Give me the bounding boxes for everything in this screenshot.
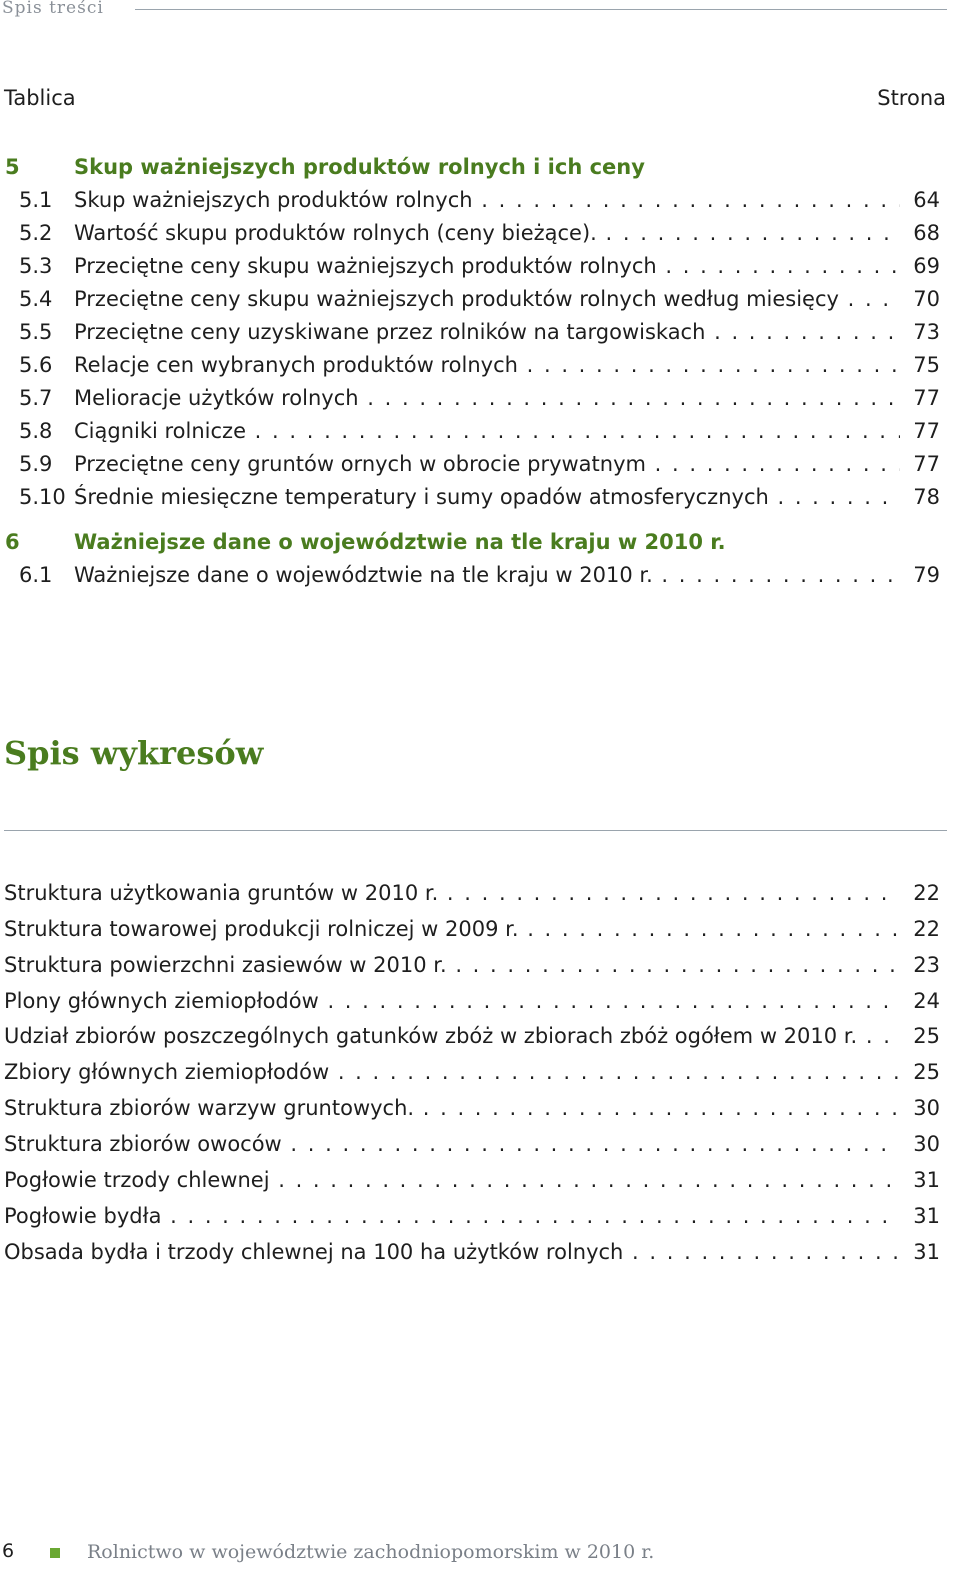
- page-header: [0, 0, 948, 20]
- entry-page: 68: [913, 221, 940, 245]
- toc-entry[interactable]: [0, 561, 940, 589]
- chart-list-entry[interactable]: [0, 1094, 940, 1122]
- entry-title: Struktura powierzchni zasiewów w 2010 r. . . .: [4, 951, 900, 979]
- entry-page: 77: [913, 452, 940, 476]
- entry-page: 64: [913, 188, 940, 212]
- entry-number: 5.2: [19, 221, 53, 245]
- entry-title: Plony głównych ziemiopłodów . . .: [4, 987, 900, 1015]
- entry-number: 5.8: [19, 419, 53, 443]
- entry-page: 79: [913, 563, 940, 587]
- section-number: 6: [5, 530, 20, 554]
- toc-section-6: [0, 528, 940, 556]
- entry-page: 77: [913, 386, 940, 410]
- entry-page: 25: [913, 1024, 940, 1048]
- chart-list-entry[interactable]: [0, 879, 940, 907]
- entry-page: 25: [913, 1060, 940, 1084]
- chart-list-entry[interactable]: [0, 1202, 940, 1230]
- toc-entry[interactable]: [0, 186, 940, 214]
- entry-title: Melioracje użytków rolnych . . .: [74, 384, 900, 412]
- entry-title: Przeciętne ceny skupu ważniejszych produktów rolnych według miesięcy . . .: [74, 285, 900, 313]
- entry-title: Wartość skupu produktów rolnych (ceny bieżące). . . .: [74, 219, 900, 247]
- chart-list-entry[interactable]: [0, 1130, 940, 1158]
- entry-page: 70: [913, 287, 940, 311]
- heading-rule: [4, 830, 947, 831]
- chart-list-entry[interactable]: [0, 951, 940, 979]
- toc-entry[interactable]: [0, 285, 940, 313]
- entry-title: Struktura towarowej produkcji rolniczej w 2009 r. . . .: [4, 915, 900, 943]
- entry-title: Przeciętne ceny gruntów ornych w obrocie prywatnym . . .: [74, 450, 900, 478]
- entry-title: Przeciętne ceny skupu ważniejszych produktów rolnych . . .: [74, 252, 900, 280]
- entry-number: 5.10: [19, 485, 66, 509]
- entry-number: 5.7: [19, 386, 53, 410]
- entry-title: Struktura użytkowania gruntów w 2010 r. . . .: [4, 879, 900, 907]
- entry-title: Ważniejsze dane o województwie na tle kraju w 2010 r. . . .: [74, 561, 900, 589]
- entry-number: 5.1: [19, 188, 53, 212]
- toc-entry[interactable]: [0, 351, 940, 379]
- entry-page: 77: [913, 419, 940, 443]
- entry-page: 31: [913, 1204, 940, 1228]
- chart-list-entry[interactable]: [0, 1166, 940, 1194]
- entry-page: 30: [913, 1096, 940, 1120]
- entry-title: Przeciętne ceny uzyskiwane przez rolników na targowiskach . . .: [74, 318, 900, 346]
- toc-entry[interactable]: [0, 318, 940, 346]
- toc-entry[interactable]: [0, 483, 940, 511]
- entry-title: Ciągniki rolnicze . . .: [74, 417, 900, 445]
- chart-list-entry[interactable]: [0, 1238, 940, 1266]
- entry-page: 23: [913, 953, 940, 977]
- toc-section-5: [0, 153, 940, 181]
- column-label-page: Strona: [877, 86, 946, 110]
- chart-list-entry[interactable]: [0, 1022, 940, 1050]
- entry-title: Obsada bydła i trzody chlewnej na 100 ha użytków rolnych . . .: [4, 1238, 900, 1266]
- toc-entry[interactable]: [0, 450, 940, 478]
- toc-entry[interactable]: [0, 219, 940, 247]
- entry-title: Pogłowie trzody chlewnej . . .: [4, 1166, 900, 1194]
- section-number: 5: [5, 155, 20, 179]
- toc-entry[interactable]: [0, 417, 940, 445]
- footer-publication-title: Rolnictwo w województwie zachodniopomorskim w 2010 r.: [87, 1541, 655, 1563]
- entry-page: 22: [913, 917, 940, 941]
- chart-list-entry[interactable]: [0, 1058, 940, 1086]
- entry-title: Udział zbiorów poszczególnych gatunków zbóż w zbiorach zbóż ogółem w 2010 r. . . .: [4, 1022, 900, 1050]
- header-title: Spis treści: [2, 0, 104, 18]
- entry-number: 5.5: [19, 320, 53, 344]
- entry-page: 78: [913, 485, 940, 509]
- entry-page: 69: [913, 254, 940, 278]
- entry-page: 31: [913, 1168, 940, 1192]
- footer-page-number: 6: [2, 1540, 15, 1562]
- section-title: Ważniejsze dane o województwie na tle kraju w 2010 r.: [74, 530, 726, 554]
- entry-title: Struktura zbiorów owoców . . .: [4, 1130, 900, 1158]
- entry-page: 22: [913, 881, 940, 905]
- entry-number: 5.4: [19, 287, 53, 311]
- chart-list-entry[interactable]: [0, 915, 940, 943]
- entry-page: 75: [913, 353, 940, 377]
- entry-title: Pogłowie bydła . . .: [4, 1202, 900, 1230]
- footer-square-icon: [50, 1548, 60, 1558]
- entry-number: 5.6: [19, 353, 53, 377]
- chart-list-entry[interactable]: [0, 987, 940, 1015]
- page-footer: [0, 1540, 960, 1570]
- charts-list-heading: Spis wykresów: [4, 734, 264, 772]
- toc-entry[interactable]: [0, 252, 940, 280]
- entry-title: Średnie miesięczne temperatury i sumy opadów atmosferycznych . . .: [74, 483, 900, 511]
- entry-page: 30: [913, 1132, 940, 1156]
- entry-number: 5.3: [19, 254, 53, 278]
- column-label-table: Tablica: [4, 86, 76, 110]
- entry-title: Skup ważniejszych produktów rolnych . . .: [74, 186, 900, 214]
- entry-page: 73: [913, 320, 940, 344]
- entry-page: 31: [913, 1240, 940, 1264]
- header-rule: [135, 9, 947, 10]
- section-title: Skup ważniejszych produktów rolnych i ich ceny: [74, 155, 645, 179]
- entry-number: 6.1: [19, 563, 53, 587]
- entry-title: Zbiory głównych ziemiopłodów . . .: [4, 1058, 900, 1086]
- entry-title: Struktura zbiorów warzyw gruntowych. . . .: [4, 1094, 900, 1122]
- toc-entry[interactable]: [0, 384, 940, 412]
- entry-number: 5.9: [19, 452, 53, 476]
- entry-title: Relacje cen wybranych produktów rolnych . . .: [74, 351, 900, 379]
- entry-page: 24: [913, 989, 940, 1013]
